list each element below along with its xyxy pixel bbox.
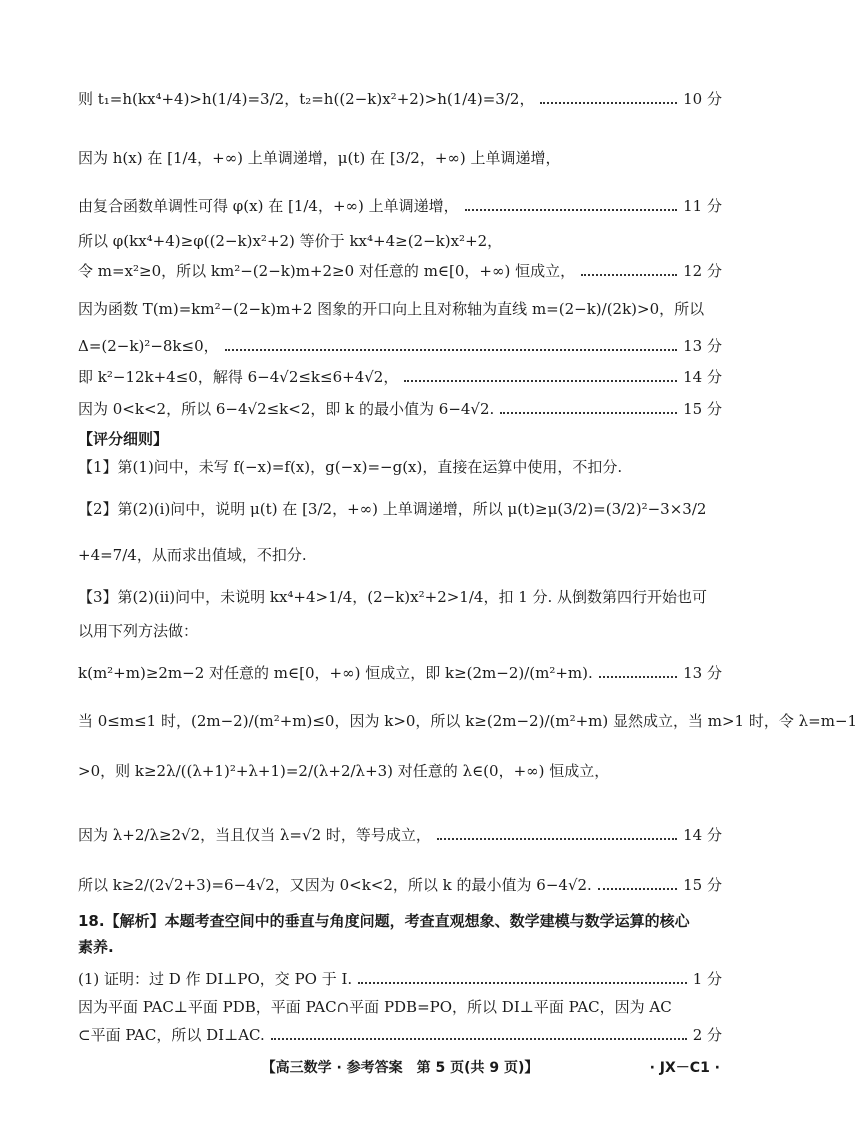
text-line xyxy=(78,228,722,254)
text-line xyxy=(78,908,722,934)
score-label: 1 分 xyxy=(692,970,722,988)
score-label: 11 分 xyxy=(683,197,722,215)
line-text: Δ=(2−k)²−8k≤0， xyxy=(78,337,219,355)
text-line xyxy=(78,822,722,848)
text-line xyxy=(78,364,722,390)
text-line xyxy=(78,618,722,644)
text-line xyxy=(78,296,722,322)
text-line xyxy=(78,872,722,898)
page-footer xyxy=(0,1057,800,1081)
text-line xyxy=(78,994,722,1020)
dotted-leader xyxy=(581,274,677,276)
text-line xyxy=(78,542,722,568)
text-line xyxy=(78,86,722,112)
line-text: 由复合函数单调性可得 φ(x) 在 [1/4，+∞) 上单调递增， xyxy=(78,197,459,215)
text-line xyxy=(78,333,722,359)
text-line xyxy=(78,454,722,480)
line-text: 即 k²−12k+4≤0，解得 6−4√2≤k≤6+4√2， xyxy=(78,368,399,386)
footer-code: · JX－C1 · xyxy=(649,1060,720,1076)
score-label: 14 分 xyxy=(683,368,722,386)
dotted-leader xyxy=(540,102,677,104)
line-text: 因为函数 T(m)=km²−(2−k)m+2 图象的开口向上且对称轴为直线 m=(2−k)/(2k)>0，所以 xyxy=(78,300,705,318)
text-line xyxy=(78,966,722,992)
line-text: (1) 证明：过 D 作 DI⊥PO，交 PO 于 I. xyxy=(78,970,353,988)
line-text: 当 0≤m≤1 时，(2m−2)/(m²+m)≤0，因为 k>0，所以 k≥(2m−2)/(m²+m) 显然成立，当 m>1 时，令 λ=m−1 xyxy=(78,712,857,730)
text-line xyxy=(78,584,722,610)
score-label: 10 分 xyxy=(683,90,722,108)
line-text: 【2】第(2)(ⅰ)问中，说明 μ(t) 在 [3/2，+∞) 上单调递增，所以 μ(t)≥μ(3/2)=(3/2)²−3×3/2 xyxy=(78,500,707,518)
line-text: 令 m=x²≥0，所以 km²−(2−k)m+2≥0 对任意的 m∈[0，+∞) 恒成立， xyxy=(78,262,576,280)
score-label: 13 分 xyxy=(683,337,722,355)
text-line xyxy=(78,660,722,686)
footer-title: 【高三数学 · 参考答案 第 5 页(共 9 页)】 xyxy=(261,1060,539,1076)
text-line xyxy=(78,396,722,422)
dotted-leader xyxy=(404,380,677,382)
text-line xyxy=(78,1022,722,1048)
line-text: k(m²+m)≥2m−2 对任意的 m∈[0，+∞) 恒成立，即 k≥(2m−2)/(m²+m). xyxy=(78,664,593,682)
score-label: 15 分 xyxy=(683,876,722,894)
score-label: 12 分 xyxy=(683,262,722,280)
dotted-leader xyxy=(271,1038,687,1040)
line-text: 【1】第(1)问中，未写 f(−x)=f(x)，g(−x)=−g(x)，直接在运算中使用，不扣分. xyxy=(78,458,623,476)
text-line xyxy=(78,193,722,219)
line-text: >0，则 k≥2λ/((λ+1)²+λ+1)=2/(λ+2/λ+3) 对任意的 λ∈(0，+∞) 恒成立， xyxy=(78,762,610,780)
score-label: 2 分 xyxy=(692,1026,722,1044)
text-line xyxy=(78,758,722,784)
line-text: 因为 h(x) 在 [1/4，+∞) 上单调递增，μ(t) 在 [3/2，+∞) 上单调递增， xyxy=(78,149,561,167)
line-text: 18.【解析】本题考查空间中的垂直与角度问题，考查直观想象、数学建模与数学运算的核心 xyxy=(78,912,690,930)
line-text: 【评分细则】 xyxy=(78,430,169,448)
line-text: 所以 φ(kx⁴+4)≥φ((2−k)x²+2) 等价于 kx⁴+4≥(2−k)x²+2， xyxy=(78,232,503,250)
line-text: 因为 λ+2/λ≥2√2，当且仅当 λ=√2 时，等号成立， xyxy=(78,826,431,844)
score-label: 14 分 xyxy=(683,826,722,844)
dotted-leader xyxy=(465,209,677,211)
text-line xyxy=(78,426,722,452)
line-text: 以用下列方法做： xyxy=(78,622,199,640)
dotted-leader xyxy=(500,412,677,414)
dotted-leader xyxy=(358,982,687,984)
line-text: 【3】第(2)(ⅱ)问中，未说明 kx⁴+4>1/4，(2−k)x²+2>1/4，扣 1 分. 从倒数第四行开始也可 xyxy=(78,588,708,606)
line-text: ⊂平面 PAC，所以 DI⊥AC. xyxy=(78,1026,265,1044)
line-text: +4=7/4，从而求出值域，不扣分. xyxy=(78,546,307,564)
line-text: 素养. xyxy=(78,938,114,956)
score-label: 15 分 xyxy=(683,400,722,418)
line-text: 因为 0<k<2，所以 6−4√2≤k<2，即 k 的最小值为 6−4√2. xyxy=(78,400,495,418)
dotted-leader xyxy=(225,349,678,351)
text-line xyxy=(78,258,722,284)
text-line xyxy=(78,145,722,171)
text-line xyxy=(78,496,722,522)
dotted-leader xyxy=(598,888,677,890)
score-label: 13 分 xyxy=(683,664,722,682)
text-line xyxy=(78,934,722,960)
line-text: 则 t₁=h(kx⁴+4)>h(1/4)=3/2，t₂=h((2−k)x²+2)>h(1/4)=3/2， xyxy=(78,90,535,108)
dotted-leader xyxy=(437,838,677,840)
line-text: 所以 k≥2/(2√2+3)=6−4√2，又因为 0<k<2，所以 k 的最小值为 6−4√2. xyxy=(78,876,592,894)
text-line xyxy=(78,708,857,734)
line-text: 因为平面 PAC⊥平面 PDB，平面 PAC∩平面 PDB=PO，所以 DI⊥平面 PAC，因为 AC xyxy=(78,998,672,1016)
dotted-leader xyxy=(599,676,677,678)
